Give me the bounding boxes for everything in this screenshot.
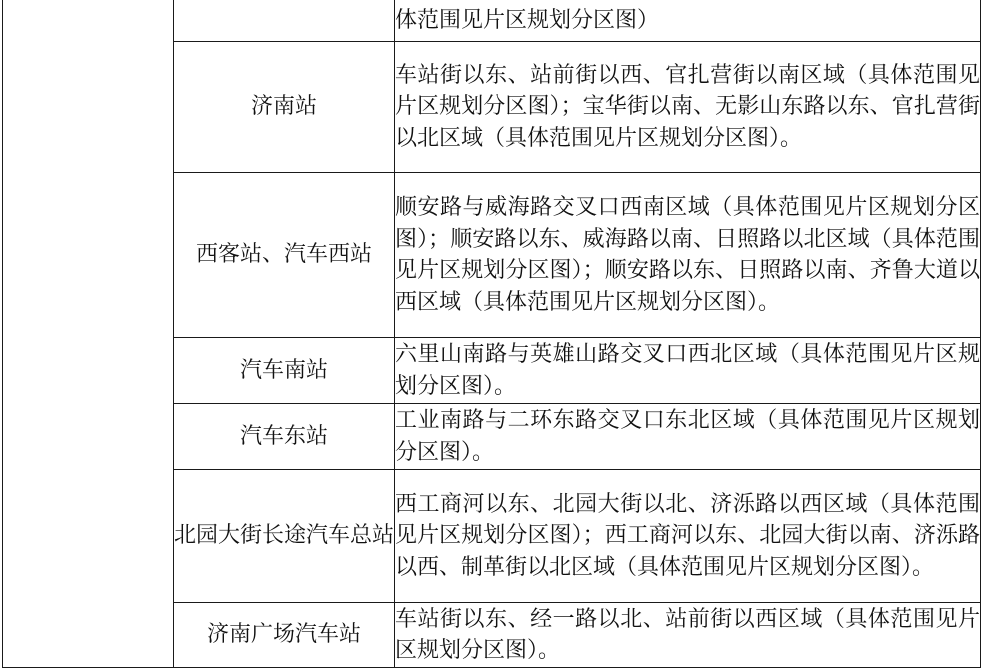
station-name-cell: 济南站 — [174, 42, 395, 173]
station-name-cell: 西客站、汽车西站 — [174, 173, 395, 338]
table-row — [3, 0, 981, 42]
area-description-cell: 工业南路与二环东路交叉口东北区域（具体范围见片区规划分区图）。 — [395, 404, 981, 470]
area-description-cell: 顺安路与威海路交叉口西南区域（具体范围见片区规划分区图）；顺安路以东、威海路以南、日照路以北区域（具体范围见片区规划分区图）；顺安路以东、日照路以南、齐鲁大道以西区域（具体范围见片区规划分区图）。 — [395, 173, 981, 338]
station-name-cell: 北园大街长途汽车总站 — [174, 470, 395, 603]
station-region-table — [2, 0, 981, 668]
area-description-cell: 车站街以东、经一路以北、站前街以西区域（具体范围见片区规划分区图）。 — [395, 603, 981, 668]
station-name-cell: 济南广场汽车站 — [174, 603, 395, 668]
station-name-cell: 汽车东站 — [174, 404, 395, 470]
category-cell — [3, 0, 174, 668]
area-description-cell: 六里山南路与英雄山路交叉口西北区域（具体范围见片区规划分区图）。 — [395, 338, 981, 404]
station-name-cell: 汽车南站 — [174, 338, 395, 404]
area-description-cell: 车站街以东、站前街以西、官扎营街以南区域（具体范围见片区规划分区图）；宝华街以南、无影山东路以东、官扎营街以北区域（具体范围见片区规划分区图）。 — [395, 42, 981, 173]
station-name-cell — [174, 0, 395, 42]
area-description-cell: 西工商河以东、北园大街以北、济泺路以西区域（具体范围见片区规划分区图）；西工商河以东、北园大街以南、济泺路以西、制革街以北区域（具体范围见片区规划分区图）。 — [395, 470, 981, 603]
area-description-cell: 体范围见片区规划分区图） — [395, 0, 981, 42]
